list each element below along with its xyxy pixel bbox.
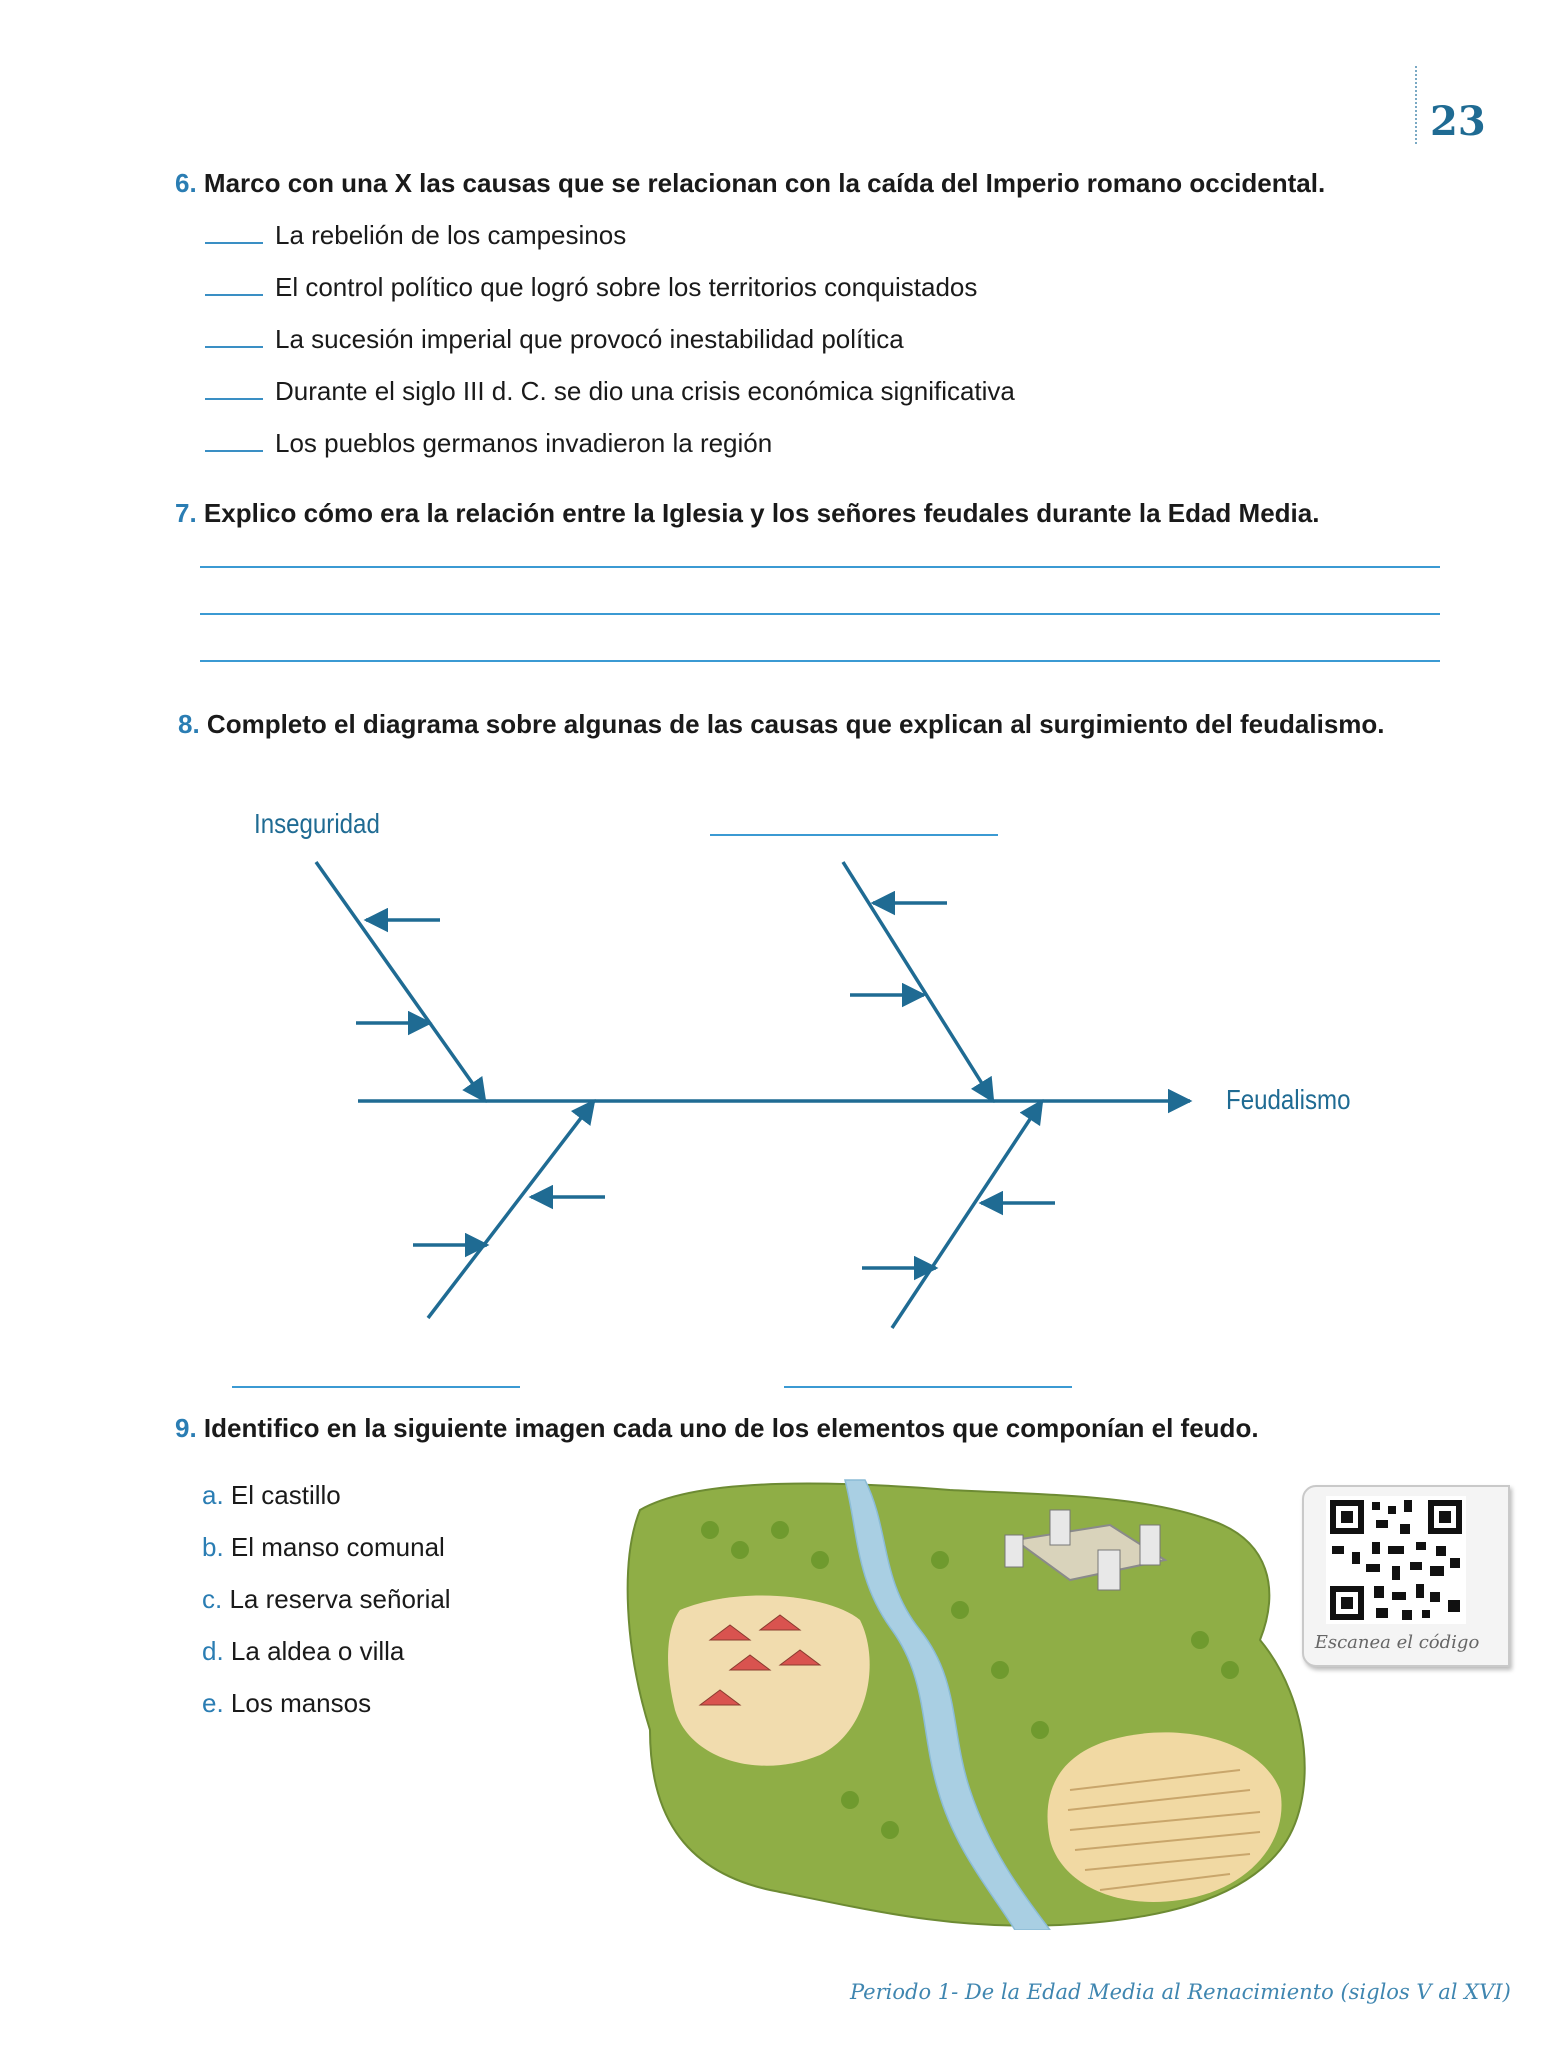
feudo-item [202, 1636, 404, 1667]
village-area [668, 1596, 870, 1766]
item-letter: d. [202, 1636, 224, 1666]
qr-code-icon[interactable] [1326, 1496, 1466, 1624]
diagram-effect-label: Feudalismo [1226, 1084, 1351, 1115]
option-label: El control político que logró sobre los territorios conquistados [275, 272, 978, 302]
item-label: El manso comunal [230, 1532, 445, 1562]
diagram-bone-bottom-left [428, 1101, 594, 1318]
feudo-item [202, 1480, 341, 1511]
item-label: La reserva señorial [229, 1584, 451, 1614]
option-label: Durante el siglo III d. C. se dio una crisis económica significativa [275, 376, 1015, 406]
item-letter: b. [202, 1532, 224, 1562]
item-label: El castillo [230, 1480, 341, 1510]
feudo-item [202, 1532, 445, 1563]
item-label: Los mansos [230, 1688, 372, 1718]
item-letter: c. [202, 1584, 223, 1614]
item-letter: e. [202, 1688, 224, 1718]
item-letter: a. [202, 1480, 224, 1510]
option-label: La rebelión de los campesinos [275, 220, 627, 250]
page-number: 23 [1430, 98, 1486, 145]
question-6-text: Marco con una X las causas que se relacionan con la caída del Imperio romano occidental. [203, 168, 1326, 198]
qr-caption: Escanea el código [1314, 1632, 1480, 1653]
question-6-number: 6. [175, 168, 197, 198]
diagram-bone-bottom-right [892, 1101, 1042, 1328]
option-label: La sucesión imperial que provocó inestabilidad política [275, 324, 904, 354]
option-label: Los pueblos germanos invadieron la región [275, 428, 773, 458]
question-9-text: Identifico en la siguiente imagen cada uno de los elementos que componían el feudo. [203, 1413, 1259, 1443]
diagram-bone-top-right [843, 862, 993, 1101]
item-label: La aldea o villa [230, 1636, 405, 1666]
question-9 [175, 1413, 1259, 1444]
diagram-cause-label: Inseguridad [254, 808, 380, 839]
question-7-number: 7. [175, 498, 197, 528]
question-8-number: 8. [178, 709, 200, 739]
question-7-text: Explico cómo era la relación entre la Iglesia y los señores feudales durante la Edad Media. [203, 498, 1320, 528]
diagram-bone-top-left [316, 862, 485, 1101]
page-footer: Periodo 1- De la Edad Media al Renacimiento (siglos V al XVI) [850, 1980, 1511, 2004]
feudo-item [202, 1584, 451, 1615]
feudo-illustration [620, 1470, 1320, 1930]
feudo-item [202, 1688, 371, 1719]
question-8-text: Completo el diagrama sobre algunas de las causas que explican al surgimiento del feudalismo. [206, 709, 1385, 739]
question-9-number: 9. [175, 1413, 197, 1443]
